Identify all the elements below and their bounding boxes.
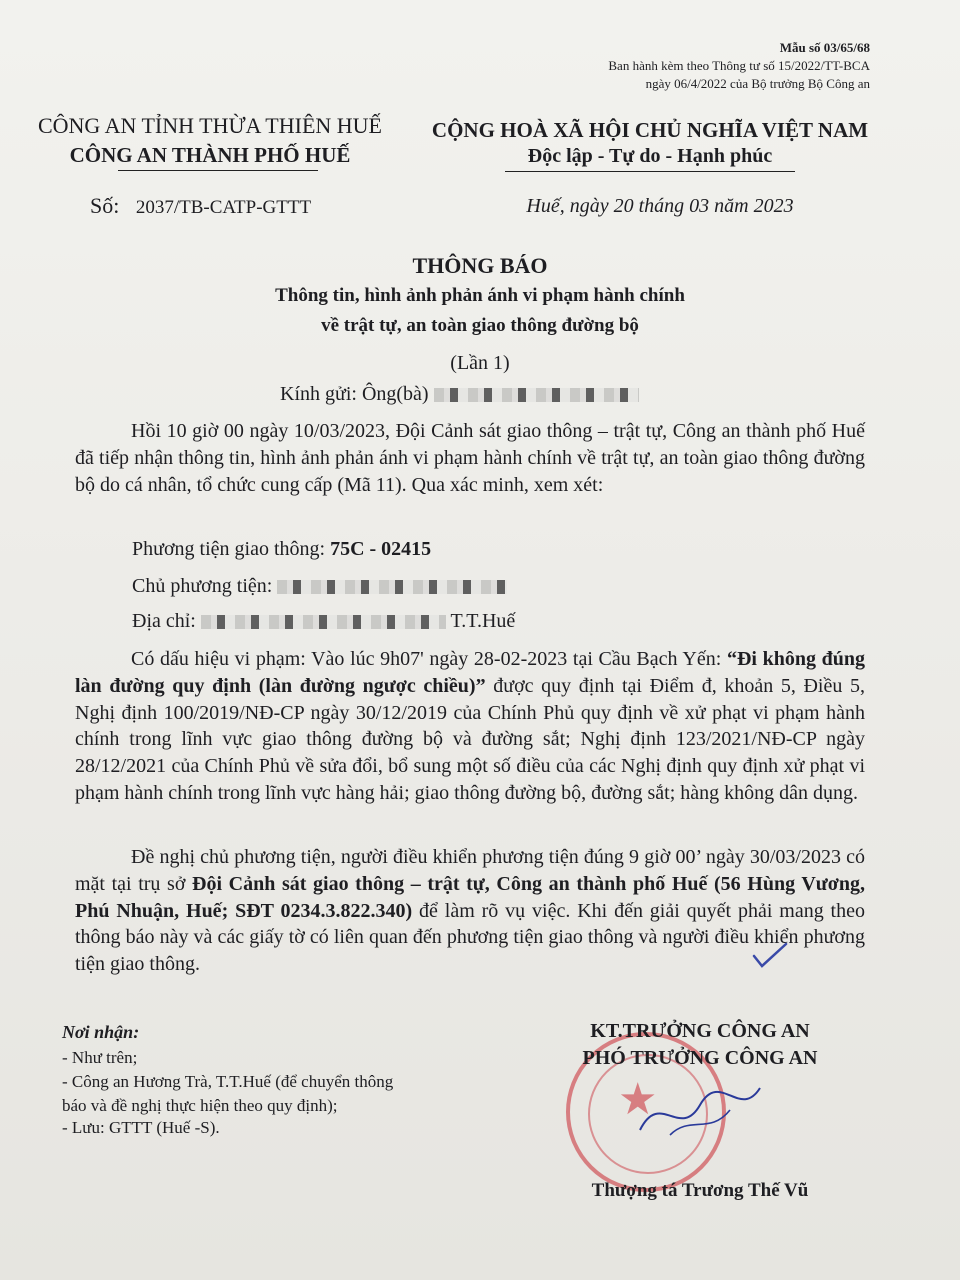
vehicle-address-line bbox=[132, 610, 515, 633]
violation-description: “Đi không đúng làn đường quy định (làn đường ngược chiều)” bbox=[75, 648, 865, 697]
recipient-item-3: báo và đề nghị thực hiện theo quy định); bbox=[62, 1096, 338, 1115]
document-number-value: 2037/TB-CATP-GTTT bbox=[135, 197, 312, 218]
signatory-name: Thượng tá Trương Thế Vũ bbox=[591, 1180, 809, 1201]
motto-underline bbox=[505, 171, 795, 172]
signature-title-1: KT.TRƯỞNG CÔNG AN bbox=[590, 1020, 810, 1042]
request-intro: Đề nghị chủ phương tiện, người điều khiển phương tiện đúng 9 giờ 00’ ngày 30/03/2023 có mặt tại trụ sở bbox=[75, 846, 865, 895]
agency-parent: CÔNG AN TỈNH THỪA THIÊN HUẾ bbox=[37, 113, 382, 138]
place-and-date: Huế, ngày 20 tháng 03 năm 2023 bbox=[526, 195, 794, 217]
intro-paragraph: Hồi 10 giờ 00 ngày 10/03/2023, Đội Cảnh sát giao thông – trật tự, Công an thành phố Huế đã tiếp nhận thông tin, hình ảnh phản ánh vi phạm hành chính về trật tự, an toàn giao thông đường bộ do cá nhân, tổ chức cung cấp (Mã 11). Qua xác minh, xem xét: bbox=[75, 420, 865, 496]
vehicle-owner-label: Chủ phương tiện: bbox=[132, 575, 273, 597]
vehicle-plate-number: 75C - 02415 bbox=[330, 538, 432, 560]
vehicle-owner-line bbox=[132, 575, 507, 598]
recipient-item-4: - Lưu: GTTT (Huế -S). bbox=[62, 1118, 220, 1137]
form-reference-line-1: Ban hành kèm theo Thông tư số 15/2022/TT-BCA bbox=[608, 58, 870, 73]
form-number: Mẫu số 03/65/68 bbox=[779, 40, 870, 55]
redacted-address bbox=[201, 615, 446, 629]
request-paragraph bbox=[75, 844, 865, 978]
violation-intro: Có dấu hiệu vi phạm: Vào lúc 9h07' ngày 28-02-2023 tại Cầu Bạch Yến: bbox=[131, 648, 727, 670]
form-reference-line-2: ngày 06/4/2022 của Bộ trưởng Bộ Công an bbox=[645, 76, 870, 91]
vehicle-address-label: Địa chỉ: bbox=[132, 610, 196, 632]
nation-heading: CỘNG HOÀ XÃ HỘI CHỦ NGHĨA VIỆT NAM bbox=[431, 118, 869, 142]
notice-round: (Lần 1) bbox=[450, 352, 510, 374]
document-subtitle-2: về trật tự, an toàn giao thông đường bộ bbox=[321, 315, 639, 336]
violation-paragraph bbox=[75, 646, 865, 807]
recipient-label: Kính gửi: Ông(bà) bbox=[280, 383, 429, 405]
vehicle-address-province: T.T.Huế bbox=[450, 610, 516, 632]
checkmark-icon bbox=[750, 940, 790, 970]
violation-legal-basis: được quy định tại Điểm đ, khoản 5, Điều 5, Nghị định 100/2019/NĐ-CP ngày 30/12/2019 của Chính Phủ quy định về xử phạt vi phạm hành chính trong lĩnh vực giao thông đường bộ và đường sắt; Nghị định 123/2021/NĐ-CP ngày 28/12/2021 của Chính Phủ về sửa đổi, bổ sung một số điều của các Nghị định quy định xử phạt vi phạm hành chính trong lĩnh vực hàng hải; giao thông đường bộ, đường sắt; hàng không dân dụng. bbox=[75, 674, 865, 804]
agency-underline bbox=[118, 170, 318, 171]
vehicle-plate-label: Phương tiện giao thông: bbox=[132, 538, 326, 560]
recipient-item-1: - Như trên; bbox=[62, 1048, 138, 1067]
document-number bbox=[90, 193, 311, 219]
national-motto: Độc lập - Tự do - Hạnh phúc bbox=[527, 145, 773, 167]
request-instructions: để làm rõ vụ việc. Khi đến giải quyết phải mang theo thông báo này và các giấy tờ có liên quan đến phương tiện giao thông và người điều khiển phương tiện giao thông. bbox=[75, 899, 865, 976]
star-icon: ★ bbox=[618, 1075, 658, 1124]
vehicle-plate-line bbox=[132, 538, 431, 561]
recipients-heading: Nơi nhận: bbox=[62, 1022, 140, 1042]
signature-mark bbox=[630, 1080, 770, 1150]
request-office: Đội Cảnh sát giao thông – trật tự, Công an thành phố Huế (56 Hùng Vương, Phú Nhuận, Huế; SĐT 0234.3.822.340) bbox=[75, 872, 865, 922]
document-subtitle-1: Thông tin, hình ảnh phản ánh vi phạm hành chính bbox=[275, 285, 685, 306]
document-title: THÔNG BÁO bbox=[412, 253, 548, 278]
redacted-recipient-name bbox=[434, 388, 639, 402]
signature-title-2: PHÓ TRƯỞNG CÔNG AN bbox=[582, 1047, 818, 1069]
agency-name: CÔNG AN THÀNH PHỐ HUẾ bbox=[69, 143, 351, 167]
recipient-line bbox=[280, 383, 639, 406]
document-number-label: Số: bbox=[90, 193, 120, 218]
redacted-owner-name bbox=[277, 580, 507, 594]
recipient-item-2: - Công an Hương Trà, T.T.Huế (để chuyển thông bbox=[62, 1072, 394, 1091]
